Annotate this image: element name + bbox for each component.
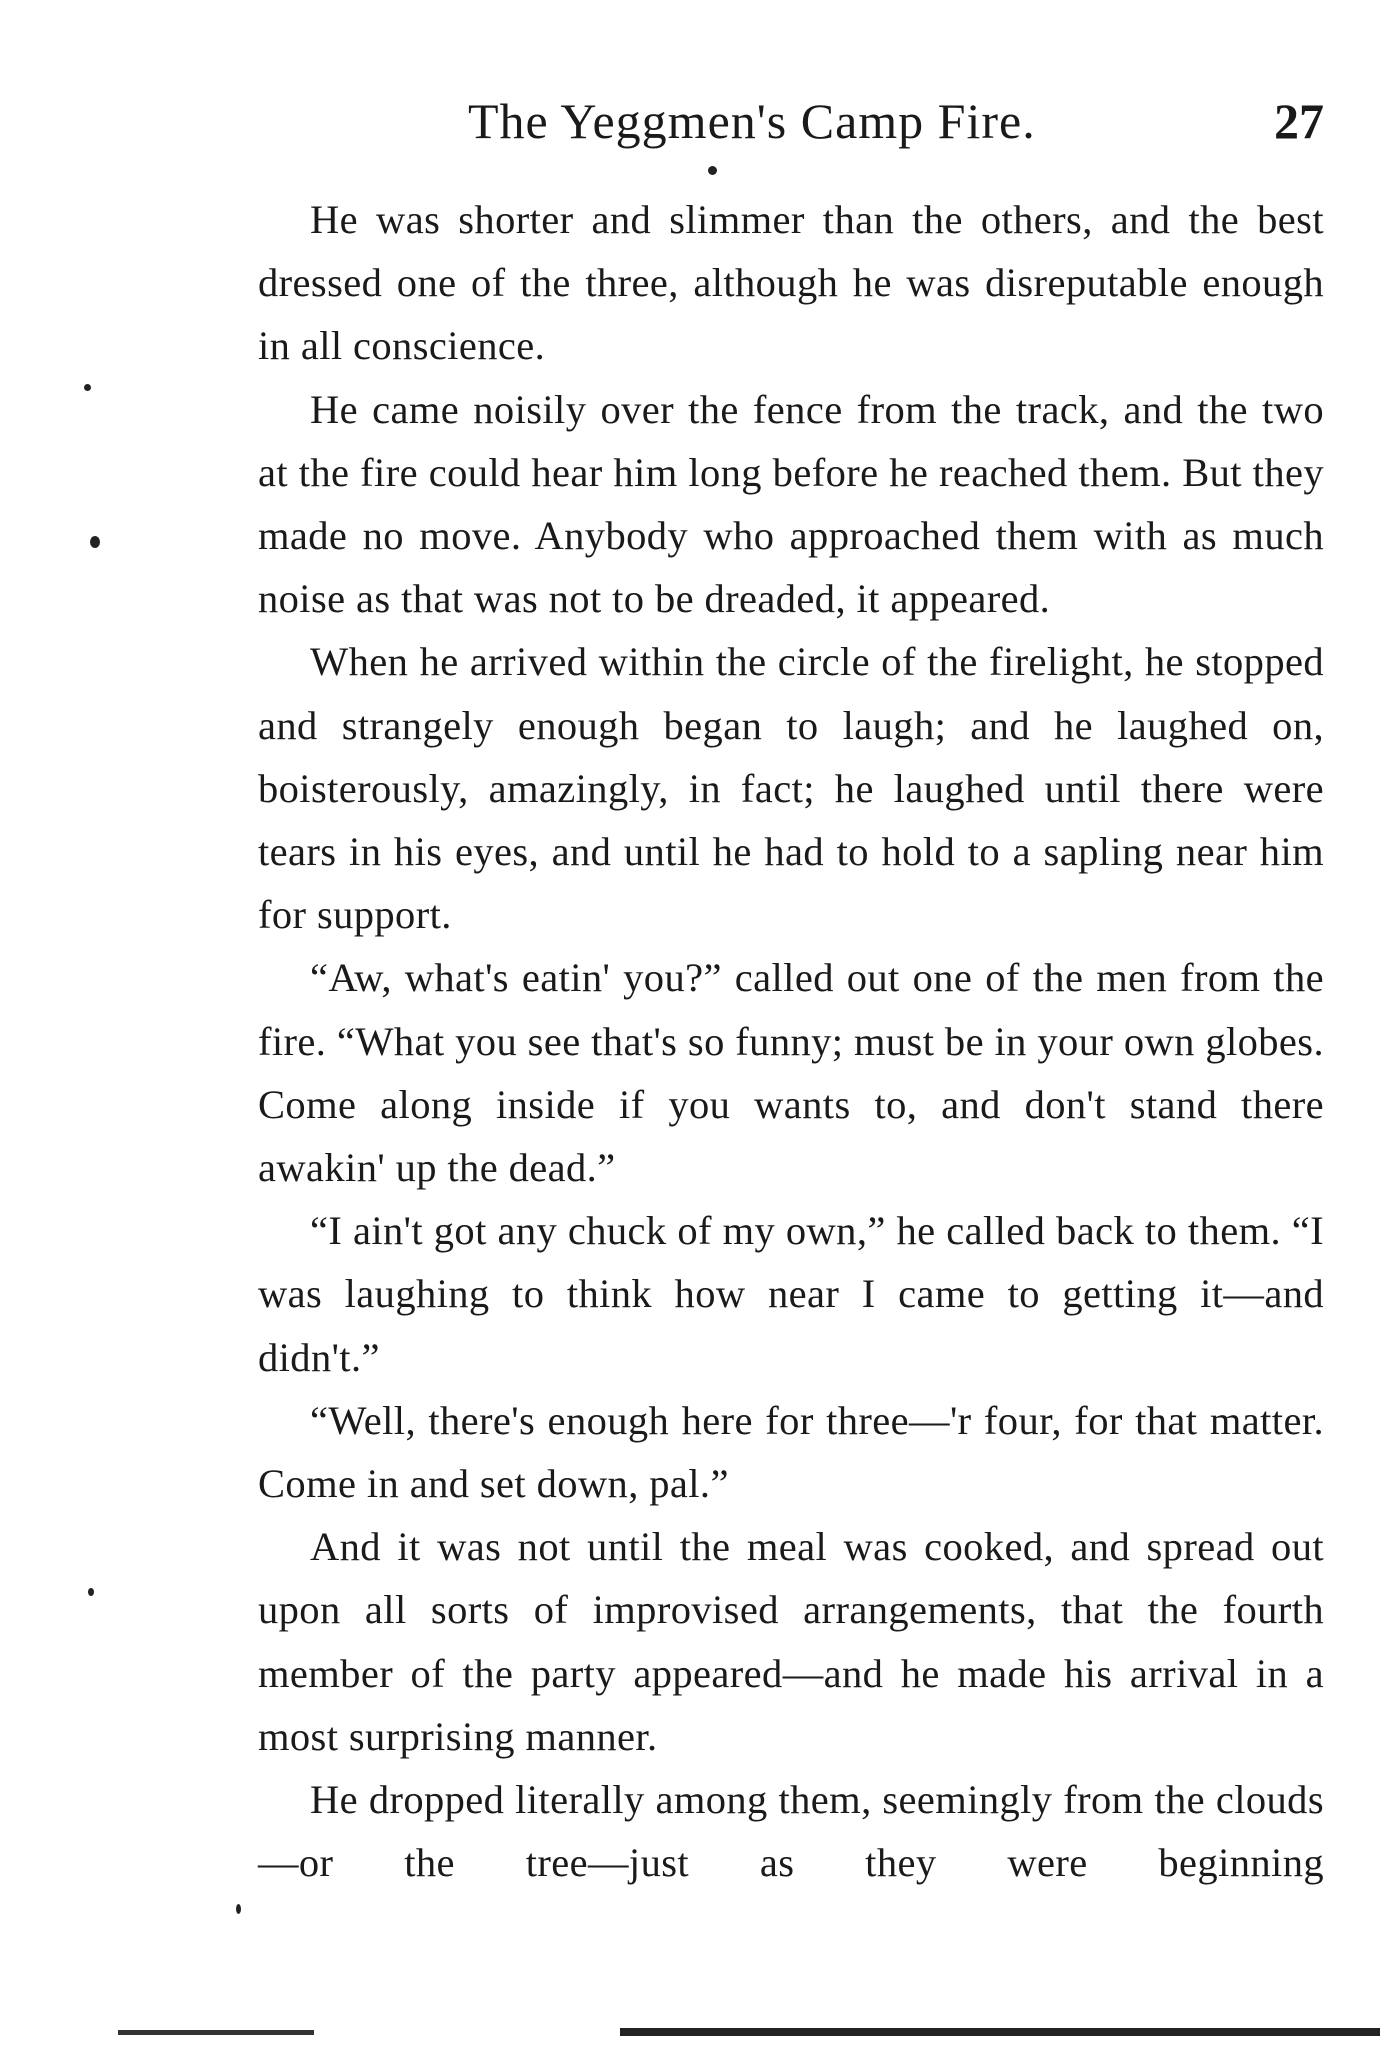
paragraph: When he arrived within the circle of the firelight, he stopped and strangely enough began to laugh; and he laughed on, boisterously, amazingly, in fact; he laughed until there were tears in his eyes, and until he had to hold to a sapling near him for support. — [258, 639, 1324, 938]
paragraph: “I ain't got any chuck of my own,” he called back to them. “I was laughing to think how near I came to getting it—and didn't.” — [258, 1208, 1324, 1380]
ink-speck — [708, 166, 717, 175]
ink-speck — [84, 384, 91, 391]
bottom-scan-edge-left — [118, 2030, 314, 2035]
paragraph: And it was not until the meal was cooked, and spread out upon all sorts of improvised arrangements, that the fourth member of the party appeared—and he made his arrival in a most surprising manner. — [258, 1524, 1324, 1759]
ink-speck — [236, 1904, 241, 1914]
bottom-scan-edge-right — [620, 2028, 1380, 2036]
ink-speck — [90, 536, 100, 548]
running-title: The Yeggmen's Camp Fire. — [468, 93, 1036, 149]
ink-speck — [88, 1588, 94, 1596]
paragraph: He dropped literally among them, seemingly from the clouds—or the tree—just as they were beginning — [258, 1777, 1324, 1886]
page-number: 27 — [1274, 93, 1324, 149]
paragraph: “Well, there's enough here for three—'r four, for that matter. Come in and set down, pal.” — [258, 1397, 1324, 1507]
paragraph: He was shorter and slimmer than the others, and the best dressed one of the three, although he was disreputable enough in all conscience. — [258, 197, 1324, 369]
body-text — [258, 188, 1324, 1894]
running-head — [258, 92, 1324, 162]
paragraph: “Aw, what's eatin' you?” called out one of the men from the fire. “What you see that's so funny; must be in your own globes. Come along inside if you wants to, and don't stand there awakin' up the dead.” — [258, 955, 1324, 1191]
paragraph: He came noisily over the fence from the track, and the two at the fire could hear him long before he reached them. But they made no move. Anybody who approached them with as much noise as that was not to be dreaded, it appeared. — [258, 386, 1324, 622]
